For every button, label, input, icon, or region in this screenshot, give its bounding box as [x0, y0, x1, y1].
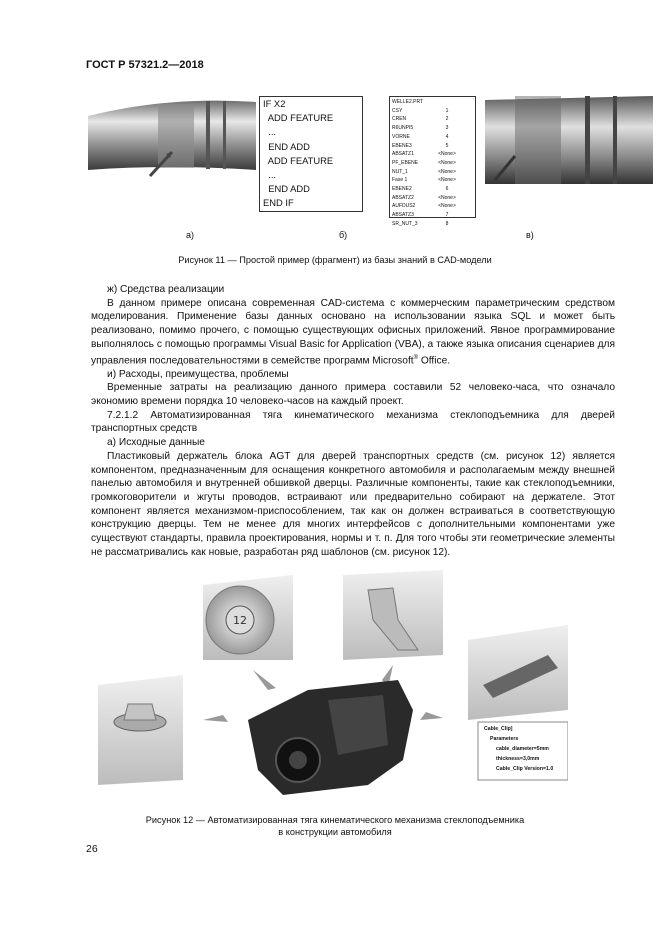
code-line: ...	[263, 169, 277, 181]
tree-row-value: 2	[445, 116, 449, 123]
tree-row	[392, 133, 473, 142]
body-text	[91, 283, 615, 559]
tree-row-name: CSY	[392, 107, 403, 114]
tree-row-value: 3	[445, 125, 449, 132]
tree-row	[392, 115, 473, 124]
tree-row	[392, 211, 473, 220]
tree-row	[392, 142, 473, 151]
code-line: ADD FEATURE	[263, 154, 334, 166]
code-line: END ADD	[263, 140, 310, 152]
tree-title: WELLE2.PRT	[392, 99, 424, 105]
param-tree-row: thickness=3,0mm	[496, 756, 540, 762]
tree-row-value: <None>	[438, 168, 456, 175]
tree-row-value: <None>	[438, 151, 456, 158]
code-line: IF X2	[263, 98, 286, 109]
figure12-caption-line1: Рисунок 12 — Автоматизированная тяга кинематического механизма стеклоподъемника	[145, 815, 525, 825]
tree-row	[392, 107, 473, 116]
tree-row-name: ABSATZ3	[392, 212, 414, 219]
svg-text:12: 12	[233, 614, 247, 627]
sublabel-c: в)	[526, 230, 534, 240]
tree-row-value: <None>	[438, 203, 456, 210]
tree-row-name: R6UNPI5	[392, 125, 414, 132]
shaft-photo-a	[88, 96, 256, 184]
tree-row-value: 1	[445, 107, 449, 114]
tree-row-value: 4	[445, 133, 449, 140]
paragraph: В данном примере описана современная CAD-система с коммерческим параметрическим средством моделирования. Применение базы данных основано на использовании языка SQL и может быть реализовано, помимо прочего, с помощью существующих офисных приложений. Явное программирование выполнялось с помощью программы Visual Basic for Application (VBA), а также языка описания сценариев для управления последовательностями в семействе программ Microsoft® Office.	[91, 297, 615, 366]
tree-row-name: Fase 1	[392, 177, 408, 184]
tree-row-value: 5	[445, 142, 449, 149]
tree-row-name: PF_EBENE	[392, 159, 419, 166]
tree-row-name: EBENE2	[392, 186, 412, 193]
param-tree-row: cable_diameter=5mm	[496, 746, 549, 752]
tree-row	[392, 168, 473, 177]
knowledge-code-listing	[259, 96, 363, 212]
sublabel-b: б)	[339, 230, 348, 240]
tree-row	[392, 185, 473, 194]
paragraph: Пластиковый держатель блока AGT для дверей транспортных средств (см. рисунок 12) является компонентом, предназначенным для оснащения конкретного автомобиля и располагаемым между внешней панелью автомобиля и внутренней обшивкой дверцы. Различные компоненты, такие как стеклоподъемники, громкоговорители и жгуты проводов, встраивают или предварительно собирают на держателе. Этот компонент является механизмом-приспособлением, так как он должен встраиваться в соответствующую конструкцию дверцы. Тем не менее для многих интерфейсов с дополнительными компонентами уже существуют стандарты, правила проектирования, нормы и т. п. Для того чтобы эти геометрические элементы не рассматривались как новые, разработан ряд шаблонов (см. рисунок 12).	[91, 450, 615, 558]
tree-row-value: <None>	[438, 159, 456, 166]
param-tree-row: Cable_Clip]	[484, 726, 513, 732]
tree-row-name: ABSATZ1	[392, 151, 414, 158]
param-tree-row: Cable_Clip Version=1.0	[496, 766, 554, 772]
paragraph: Временные затраты на реализацию данного примера составили 52 человеко-часа, что означало экономию времени порядка 10 человеко-часов на каждый проект.	[91, 382, 615, 408]
tree-row	[392, 220, 473, 229]
figure11-caption: Рисунок 11 — Простой пример (фрагмент) из базы знаний в CAD-модели	[178, 255, 492, 265]
subsection-heading: 7.2.1.2 Автоматизированная тяга кинематического механизма стеклоподъемника для дверей транспортных средств	[91, 409, 615, 435]
tree-row-value: <None>	[438, 177, 456, 184]
tree-row	[392, 202, 473, 211]
tree-row	[392, 159, 473, 168]
tree-row-value: <None>	[438, 194, 456, 201]
tree-row-name: VORNE	[392, 133, 410, 140]
tree-row-name: CREN	[392, 116, 407, 123]
param-tree-row: Parameters	[490, 736, 519, 742]
figure12-caption-line2: в конструкции автомобиля	[278, 827, 392, 837]
tree-row	[392, 150, 473, 159]
tree-row	[392, 194, 473, 203]
tree-row-value: 6	[445, 186, 449, 193]
section-heading: и) Расходы, преимущества, проблемы	[107, 368, 289, 380]
document-header: ГОСТ Р 57321.2—2018	[86, 59, 204, 71]
tree-row-value: 8	[445, 220, 449, 227]
code-line: END IF	[263, 197, 294, 209]
tree-row-name: NUT_1	[392, 168, 408, 175]
model-feature-tree	[389, 96, 476, 227]
sublabel-a: а)	[186, 230, 195, 240]
tree-row-name: SR_NUT_3	[392, 220, 418, 227]
tree-row-name: AUFDUS2	[392, 203, 416, 210]
code-line: ADD FEATURE	[263, 112, 334, 124]
shaft-photo-c	[485, 96, 653, 184]
tree-row	[392, 124, 473, 133]
code-line: ...	[263, 126, 277, 138]
tree-row-name: EBENE3	[392, 142, 412, 149]
section-heading: ж) Средства реализации	[107, 284, 225, 295]
code-line: END ADD	[263, 183, 310, 195]
window-regulator-figure	[98, 570, 568, 805]
cable-clip-parameter-tree	[484, 724, 553, 774]
tree-row	[392, 176, 473, 185]
page-number: 26	[86, 843, 98, 855]
section-heading: а) Исходные данные	[107, 437, 205, 449]
tree-row-value: 7	[445, 212, 449, 219]
tree-row-name: ABSATZ2	[392, 194, 414, 201]
